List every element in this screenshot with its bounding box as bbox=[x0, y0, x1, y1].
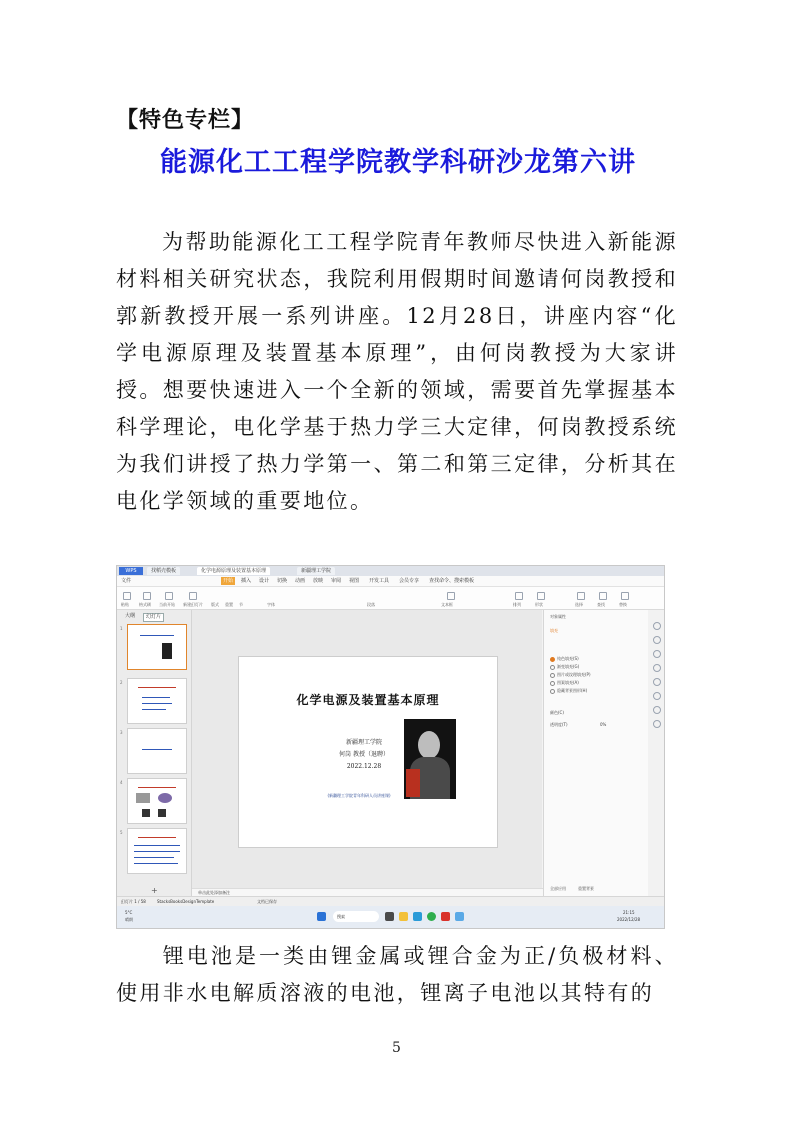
menu-design[interactable]: 设计 bbox=[259, 578, 270, 584]
right-toolbar bbox=[648, 610, 664, 896]
clock-time: 21:15 bbox=[623, 910, 635, 915]
tool-icon[interactable] bbox=[653, 664, 661, 672]
thumb-text-line bbox=[134, 857, 174, 858]
menu-animation[interactable]: 动画 bbox=[295, 578, 306, 584]
new-slide-label: 新建幻灯片 bbox=[183, 602, 203, 607]
select-label: 选择 bbox=[575, 602, 583, 607]
tool-icon[interactable] bbox=[653, 622, 661, 630]
speaker-photo bbox=[404, 719, 456, 799]
tab-document[interactable]: 化学电源原理及装置基本原理 bbox=[197, 567, 270, 575]
tab-template[interactable]: 找稻壳模板 bbox=[147, 567, 180, 575]
tool-icon[interactable] bbox=[653, 706, 661, 714]
thumb-photo bbox=[162, 643, 172, 659]
menu-bar bbox=[117, 576, 664, 587]
backup-status: 文档已保存 bbox=[257, 899, 277, 904]
thumb-number: 2 bbox=[120, 680, 123, 685]
thumb-text-line bbox=[142, 749, 172, 750]
fill-option-hide[interactable] bbox=[550, 688, 587, 694]
taskbar-search[interactable]: 搜索 bbox=[333, 911, 379, 922]
thumb-number: 3 bbox=[120, 730, 123, 735]
tool-icon[interactable] bbox=[653, 692, 661, 700]
slide-caption: (新疆理工学院青年科研人员讲座课) bbox=[327, 793, 391, 798]
thumb-title-line bbox=[138, 787, 176, 788]
window-tabbar bbox=[117, 566, 664, 576]
notes-pane[interactable]: 单击此处添加备注 bbox=[192, 888, 548, 897]
section-tag: 【特色专栏】 bbox=[116, 108, 255, 133]
slide-author: 何岗 教授（退聘） bbox=[339, 751, 389, 758]
slide-thumbnail[interactable] bbox=[127, 728, 187, 774]
radio-icon bbox=[550, 681, 555, 686]
app-icon[interactable] bbox=[413, 912, 422, 921]
format-painter-label: 格式刷 bbox=[139, 602, 151, 607]
fill-option-label: 图片或纹理填充(P) bbox=[557, 672, 591, 677]
start-icon[interactable] bbox=[317, 912, 326, 921]
replace-icon[interactable] bbox=[621, 592, 629, 600]
thumb-title-line bbox=[138, 687, 176, 688]
thumb-text-line bbox=[134, 863, 178, 864]
slide-panel bbox=[117, 610, 192, 896]
thumb-title-line bbox=[138, 837, 176, 838]
fill-tab[interactable]: 填充 bbox=[550, 628, 558, 633]
fill-option-pattern[interactable] bbox=[550, 680, 579, 686]
photo-face bbox=[418, 731, 440, 759]
embedded-screenshot bbox=[116, 565, 665, 929]
transparency-value[interactable]: 0% bbox=[600, 722, 607, 727]
paragraph-1 bbox=[116, 224, 678, 520]
shapes-label: 形状 bbox=[535, 602, 543, 607]
thumb-image bbox=[158, 809, 166, 817]
weather-desc: 晴朗 bbox=[125, 917, 133, 922]
thumb-number: 1 bbox=[120, 626, 123, 631]
fill-option-solid[interactable] bbox=[550, 656, 579, 662]
thumb-title-line bbox=[140, 635, 174, 636]
find-label: 查找 bbox=[597, 602, 605, 607]
wps-logo: WPS bbox=[119, 567, 143, 575]
replace-label: 替换 bbox=[619, 602, 627, 607]
property-panel bbox=[543, 610, 648, 896]
new-slide-icon[interactable] bbox=[189, 592, 197, 600]
menu-home[interactable]: 开始 bbox=[223, 578, 234, 584]
thumb-text-line bbox=[142, 703, 172, 704]
menu-insert[interactable]: 插入 bbox=[241, 578, 252, 584]
slide-count: 幻灯片 1 / 58 bbox=[121, 899, 146, 904]
font-label: 字体 bbox=[267, 602, 275, 607]
paragraph-2 bbox=[116, 938, 678, 1012]
menu-slideshow[interactable]: 放映 bbox=[313, 578, 324, 584]
thumb-image bbox=[136, 793, 150, 803]
tab-school[interactable]: 新疆理工学院 bbox=[297, 567, 335, 575]
arrange-label: 排列 bbox=[513, 602, 521, 607]
ribbon bbox=[117, 587, 664, 610]
fill-option-label: 图案填充(A) bbox=[557, 680, 579, 685]
radio-icon bbox=[550, 665, 555, 670]
paste-label: 粘贴 bbox=[121, 602, 129, 607]
thumb-text-line bbox=[134, 845, 180, 846]
thumb-text-line bbox=[142, 709, 166, 710]
paragraph-2-text: 锂电池是一类由锂金属或锂合金为正/负极材料、使用非水电解质溶液的电池，锂离子电池以其特有的 bbox=[116, 944, 678, 1005]
reset-label[interactable]: 重置 bbox=[225, 602, 233, 607]
menu-file[interactable]: 文件 bbox=[121, 578, 132, 584]
start-icon[interactable] bbox=[165, 592, 173, 600]
add-slide-button[interactable]: + bbox=[151, 886, 158, 895]
apply-all-button[interactable]: 全部应用 bbox=[550, 886, 566, 891]
tool-icon[interactable] bbox=[653, 678, 661, 686]
color-label: 颜色(C) bbox=[550, 710, 564, 715]
app-icon[interactable] bbox=[427, 912, 436, 921]
layout-label[interactable]: 版式 bbox=[211, 602, 219, 607]
slide-title: 化学电源及装置基本原理 bbox=[296, 693, 440, 707]
slide-date: 2022.12.28 bbox=[346, 763, 382, 770]
taskbar bbox=[117, 906, 664, 928]
slide-thumbnail[interactable] bbox=[127, 678, 187, 724]
slide-canvas bbox=[192, 610, 542, 888]
textbox-icon[interactable] bbox=[447, 592, 455, 600]
find-icon[interactable] bbox=[599, 592, 607, 600]
page-title: 能源化工工程学院教学科研沙龙第六讲 bbox=[160, 147, 636, 178]
weather-temp: 5°C bbox=[125, 910, 133, 915]
format-painter-icon[interactable] bbox=[143, 592, 151, 600]
paragraph-label: 段落 bbox=[367, 602, 375, 607]
template-name: StacksBooksDesignTemplate bbox=[157, 899, 215, 904]
thumb-number: 5 bbox=[120, 830, 123, 835]
app-icon[interactable] bbox=[399, 912, 408, 921]
radio-icon bbox=[550, 673, 555, 678]
menu-transition[interactable]: 切换 bbox=[277, 578, 288, 584]
command-search[interactable]: 查找命令、搜索模板 bbox=[429, 578, 475, 584]
menu-developer[interactable]: 开发工具 bbox=[369, 578, 390, 584]
app-icon[interactable] bbox=[455, 912, 464, 921]
fill-option-label: 渐变填充(G) bbox=[557, 664, 580, 669]
arrange-icon[interactable] bbox=[515, 592, 523, 600]
fill-option-gradient[interactable] bbox=[550, 664, 579, 670]
slide-thumbnail[interactable] bbox=[127, 828, 187, 874]
thumb-text-line bbox=[134, 851, 180, 852]
thumb-number: 4 bbox=[120, 780, 123, 785]
fill-option-label: 纯色填充(S) bbox=[557, 656, 579, 661]
menu-view[interactable]: 视图 bbox=[349, 578, 360, 584]
current-slide[interactable] bbox=[238, 656, 498, 848]
slide-thumbnail[interactable] bbox=[127, 778, 187, 824]
tool-icon[interactable] bbox=[653, 636, 661, 644]
slide-thumbnail[interactable] bbox=[127, 624, 187, 670]
tool-icon[interactable] bbox=[653, 650, 661, 658]
paragraph-1-text: 为帮助能源化工工程学院青年教师尽快进入新能源材料相关研究状态，我院利用假期时间邀请何岗教授和郭新教授开展一系列讲座。12月28日，讲座内容“化学电源原理及装置基本原理”，由何岗教授为大家讲授。想要快速进入一个全新的领域，需要首先掌握基本科学理论，电化学基于热力学三大定律，何岗教授系统为我们讲授了热力学第一、第二和第三定律，分析其在电化学领域的重要地位。 bbox=[116, 230, 678, 513]
app-icon[interactable] bbox=[385, 912, 394, 921]
select-icon[interactable] bbox=[577, 592, 585, 600]
paste-icon[interactable] bbox=[123, 592, 131, 600]
thumb-text-line bbox=[142, 697, 170, 698]
tool-icon[interactable] bbox=[653, 720, 661, 728]
start-label: 当前开始 bbox=[159, 602, 175, 607]
slide-school: 新疆理工学院 bbox=[345, 739, 382, 746]
app-icon[interactable] bbox=[441, 912, 450, 921]
reset-background-button[interactable]: 重置背景 bbox=[578, 886, 594, 891]
tab-slides[interactable]: 幻灯片 bbox=[143, 613, 164, 622]
shapes-icon[interactable] bbox=[537, 592, 545, 600]
clock-date: 2022/12/28 bbox=[617, 917, 641, 922]
radio-icon bbox=[550, 657, 555, 662]
menu-review[interactable]: 审阅 bbox=[331, 578, 342, 584]
thumb-image bbox=[158, 793, 172, 803]
section-label[interactable]: 节 bbox=[239, 602, 243, 607]
tab-outline[interactable]: 大纲 bbox=[125, 613, 136, 619]
transparency-label: 透明度(T) bbox=[550, 722, 568, 727]
thumb-image bbox=[142, 809, 150, 817]
menu-member[interactable]: 会员专享 bbox=[399, 578, 420, 584]
textbox-label: 文本框 bbox=[441, 602, 453, 607]
photo-red-mark bbox=[406, 769, 420, 797]
property-panel-title: 对象属性 bbox=[550, 614, 566, 619]
fill-option-label: 隐藏背景图形(H) bbox=[557, 688, 588, 693]
fill-option-picture[interactable] bbox=[550, 672, 591, 678]
checkbox-icon bbox=[550, 689, 555, 694]
page-number: 5 bbox=[392, 1040, 401, 1056]
